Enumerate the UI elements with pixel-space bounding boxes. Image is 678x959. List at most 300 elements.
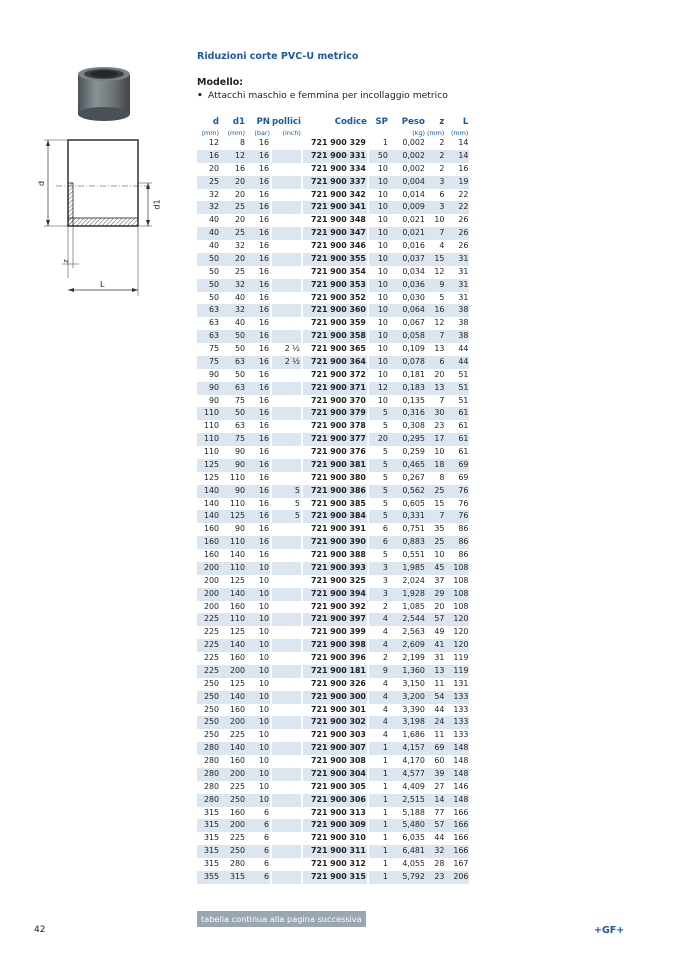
table-cell: 5 (368, 446, 389, 459)
table-cell: 31 (445, 253, 469, 266)
table-row (197, 768, 469, 781)
table-cell: 16 (246, 227, 271, 240)
table-cell: 57 (426, 819, 445, 832)
table-cell: 0,562 (389, 485, 426, 498)
table-cell: 166 (445, 845, 469, 858)
table-cell: 20 (234, 189, 245, 199)
product-table (197, 116, 469, 884)
table-cell: 10 (368, 356, 389, 369)
table-cell: 12 (220, 150, 246, 163)
table-row (197, 755, 469, 768)
table-cell (271, 601, 302, 614)
table-cell: 63 (197, 330, 220, 343)
table-cell: 63 (208, 318, 219, 328)
table-cell: 5 (368, 498, 389, 511)
table-cell: 2,544 (389, 613, 426, 626)
table-cell: 61 (458, 421, 469, 431)
table-cell: 125 (220, 510, 246, 523)
table-cell: 31 (445, 279, 469, 292)
table-cell: 32 (426, 845, 445, 858)
table-cell: 16 (246, 266, 271, 279)
table-cell: 10 (368, 369, 389, 382)
table-cell: 61 (445, 407, 469, 420)
table-cell (271, 395, 302, 408)
table-cell: 0,259 (402, 447, 425, 456)
table-cell: 35 (434, 524, 445, 534)
table-cell: 10 (246, 626, 271, 639)
table-row (197, 446, 469, 459)
table-row (197, 433, 469, 446)
table-cell: 721 900 348 (311, 215, 366, 225)
table-cell: 315 (203, 807, 219, 817)
table-cell: 86 (445, 536, 469, 549)
table-cell: 721 900 386 (302, 485, 368, 498)
table-cell: 31 (458, 266, 469, 276)
bullet-text: Attacchi maschio e femmina per incollaggio metrico (208, 90, 448, 101)
table-cell: 250 (220, 845, 246, 858)
table-row (197, 395, 469, 408)
table-cell: 721 900 307 (302, 742, 368, 755)
table-cell: 721 900 346 (311, 241, 366, 250)
table-cell: 2 (439, 138, 445, 147)
table-cell (271, 369, 302, 382)
table-cell (271, 433, 302, 446)
table-cell: 721 900 399 (311, 627, 366, 637)
table-cell: 7 (439, 395, 445, 405)
table-cell: 0,016 (402, 241, 425, 250)
table-cell: 10 (434, 550, 445, 559)
table-cell: 5,792 (389, 871, 426, 884)
table-cell: 10 (368, 189, 389, 202)
table-cell: 200 (220, 665, 246, 678)
table-cell: 721 900 392 (311, 601, 366, 611)
table-cell: 20 (220, 176, 246, 189)
table-cell: 10 (368, 227, 389, 240)
table-cell: 131 (453, 678, 469, 688)
table-cell: 16 (246, 279, 271, 292)
table-cell: 16 (246, 459, 271, 472)
table-cell: 40 (208, 215, 219, 225)
table-cell: 206 (445, 871, 469, 884)
table-cell: 50 (208, 266, 219, 276)
table-cell: 16 (246, 240, 271, 253)
table-cell: 315 (197, 845, 220, 858)
table-cell: 140 (197, 510, 220, 523)
table-cell: 1 (368, 819, 389, 832)
table-cell: 721 900 302 (302, 716, 368, 729)
drawing-label-d1: d1 (152, 199, 162, 210)
table-cell: 140 (220, 639, 246, 652)
table-row (197, 317, 469, 330)
table-cell: 90 (208, 369, 219, 379)
table-cell: 77 (434, 807, 445, 817)
table-cell: 32 (220, 279, 246, 292)
table-cell: 23 (426, 871, 445, 884)
table-cell: 50 (220, 330, 246, 343)
table-cell: 721 900 305 (311, 781, 366, 791)
table-cell: 721 900 326 (311, 678, 366, 688)
table-cell (271, 163, 302, 176)
table-cell: 0,551 (402, 550, 425, 559)
table-cell: 120 (445, 639, 469, 652)
table-row (197, 150, 469, 163)
table-cell: 86 (458, 550, 469, 559)
table-cell: 5 (439, 292, 445, 302)
table-cell: 225 (229, 833, 245, 843)
table-cell: 13 (426, 665, 445, 678)
table-cell: 2,563 (402, 627, 425, 637)
table-cell: 0,036 (389, 279, 426, 292)
table-cell: 76 (445, 485, 469, 498)
table-cell: 51 (458, 369, 469, 379)
gf-logo: +GF+ (594, 925, 625, 936)
table-cell: 250 (197, 691, 220, 704)
table-cell (271, 330, 302, 343)
table-cell: 110 (229, 498, 245, 508)
table-cell: 0,078 (389, 356, 426, 369)
table-cell: 0,331 (389, 510, 426, 523)
table-cell: 1 (368, 845, 389, 858)
table-cell: 7 (426, 330, 445, 343)
unit-label (302, 128, 368, 137)
col-header: L (462, 117, 469, 127)
table-cell (271, 536, 302, 549)
table-row (197, 214, 469, 227)
table-cell: 315 (197, 819, 220, 832)
table-cell: 721 900 384 (302, 510, 368, 523)
table-cell: 0,058 (389, 330, 426, 343)
table-cell: 49 (434, 627, 445, 637)
product-image (76, 66, 132, 124)
table-cell (271, 768, 302, 781)
table-cell: 4 (368, 704, 389, 717)
table-cell: 32 (234, 241, 245, 250)
table-row (197, 626, 469, 639)
table-cell: 721 900 341 (302, 201, 368, 214)
table-row (197, 729, 469, 742)
table-cell: 90 (208, 395, 219, 405)
table-cell: 250 (220, 794, 246, 807)
table-cell: 61 (445, 433, 469, 446)
table-cell: 6 (246, 845, 271, 858)
table-cell: 250 (197, 716, 220, 729)
table-cell: 54 (426, 691, 445, 704)
table-cell: 16 (246, 176, 271, 189)
table-cell: 200 (220, 768, 246, 781)
table-cell: 6 (246, 858, 271, 871)
table-cell: 133 (453, 704, 469, 714)
table-cell: 10 (246, 678, 271, 691)
table-cell: 8 (239, 138, 245, 147)
table-row (197, 678, 469, 691)
table-cell: 3,200 (389, 691, 426, 704)
table-cell: 40 (197, 227, 220, 240)
table-cell: 24 (426, 716, 445, 729)
table-cell (271, 189, 302, 202)
table-cell: 0,004 (389, 176, 426, 189)
table-row (197, 807, 469, 820)
table-cell: 721 900 377 (302, 433, 368, 446)
table-cell: 148 (445, 794, 469, 807)
table-cell: 0,465 (389, 459, 426, 472)
table-cell: 160 (229, 704, 245, 714)
table-cell (271, 227, 302, 240)
table-cell: 44 (434, 704, 445, 714)
table-cell: 721 900 308 (311, 756, 366, 765)
table-cell: 721 900 301 (311, 704, 366, 714)
continued-note: tabella continua alla pagina successiva (197, 911, 366, 927)
table-cell: 10 (368, 163, 389, 176)
table-cell: 721 900 325 (311, 575, 366, 585)
table-cell: 721 900 394 (302, 588, 368, 601)
table-cell: 120 (445, 613, 469, 626)
table-cell: 315 (220, 871, 246, 884)
table-cell: 1 (368, 755, 389, 768)
table-row (197, 871, 469, 884)
table-cell: 225 (197, 639, 220, 652)
table-cell: 16 (246, 369, 271, 382)
table-cell: 30 (426, 407, 445, 420)
table-cell: 75 (234, 395, 245, 405)
table-row (197, 330, 469, 343)
table-cell: 10 (368, 330, 389, 343)
table-cell: 16 (246, 395, 271, 408)
table-row (197, 845, 469, 858)
table-cell: 4 (368, 639, 389, 652)
table-cell: 225 (229, 781, 245, 791)
table-cell: 16 (246, 343, 271, 356)
table-cell: 26 (458, 241, 469, 250)
table-cell: 250 (203, 730, 219, 740)
table-cell (271, 652, 302, 665)
table-cell: 1 (368, 781, 389, 794)
table-cell: 63 (197, 304, 220, 317)
table-cell: 200 (220, 819, 246, 832)
table-cell: 2 ½ (271, 356, 302, 369)
table-cell: 1 (368, 832, 389, 845)
table-row (197, 420, 469, 433)
table-cell: 721 900 304 (302, 768, 368, 781)
table-cell: 721 900 372 (311, 369, 366, 379)
table-row (197, 343, 469, 356)
table-cell: 0,064 (389, 304, 426, 317)
table-cell: 2,609 (389, 639, 426, 652)
table-cell: 110 (220, 536, 246, 549)
table-cell (271, 562, 302, 575)
modello-bullet (197, 90, 448, 101)
table-row (197, 189, 469, 202)
table-cell (271, 407, 302, 420)
table-cell: 721 900 313 (311, 807, 366, 817)
table-cell: 20 (234, 215, 245, 225)
table-cell: 10 (368, 253, 389, 266)
table-cell: 280 (197, 768, 220, 781)
table-cell: 721 900 396 (311, 653, 366, 662)
table-cell: 0,002 (402, 163, 425, 173)
table-cell: 18 (426, 459, 445, 472)
table-cell: 44 (434, 833, 445, 843)
table-cell (271, 665, 302, 678)
table-cell: 50 (234, 344, 245, 353)
page-number: 42 (34, 925, 46, 935)
unit-label: (mm) (201, 128, 219, 137)
table-cell: 110 (229, 472, 245, 482)
table-cell: 4 (439, 241, 445, 250)
table-cell: 10 (246, 794, 271, 807)
table-cell: 25 (426, 485, 445, 498)
table-cell: 160 (229, 807, 245, 817)
table-cell (271, 317, 302, 330)
table-cell: 10 (246, 639, 271, 652)
table-cell: 16 (246, 137, 271, 150)
table-cell: 38 (445, 330, 469, 343)
table-cell (271, 240, 302, 253)
table-cell: 16 (426, 304, 445, 317)
table-cell: 0,002 (389, 150, 426, 163)
table-row (197, 588, 469, 601)
table-cell: 50 (197, 253, 220, 266)
table-cell: 140 (203, 498, 219, 508)
table-cell: 16 (246, 485, 271, 498)
table-cell: 250 (203, 678, 219, 688)
table-cell: 160 (203, 524, 219, 534)
table-cell: 69 (458, 472, 469, 482)
table-row (197, 691, 469, 704)
table-cell: 148 (453, 756, 469, 765)
table-cell: 6 (246, 871, 271, 884)
table-cell (271, 613, 302, 626)
table-cell: 110 (203, 421, 219, 431)
table-cell: 133 (445, 691, 469, 704)
table-cell: 721 900 376 (311, 447, 366, 456)
table-cell: 10 (246, 755, 271, 768)
table-cell: 3 (368, 588, 389, 601)
table-cell: 5 (368, 549, 389, 562)
table-cell: 12 (368, 382, 389, 395)
bullet-icon: • (197, 90, 203, 101)
table-cell: 10 (368, 317, 389, 330)
table-cell: 721 900 311 (302, 845, 368, 858)
table-row (197, 279, 469, 292)
table-cell: 108 (445, 562, 469, 575)
table-cell: 4 (368, 613, 389, 626)
table-row (197, 665, 469, 678)
table-cell: 32 (220, 304, 246, 317)
table-cell (271, 176, 302, 189)
table-cell: 721 900 388 (311, 550, 366, 559)
table-cell: 721 900 347 (302, 227, 368, 240)
table-cell: 5 (368, 510, 389, 523)
table-cell: 721 900 181 (302, 665, 368, 678)
table-cell: 16 (246, 304, 271, 317)
table-cell: 148 (445, 742, 469, 755)
table-cell: 90 (234, 447, 245, 456)
table-cell: 10 (368, 279, 389, 292)
table-cell: 16 (246, 498, 271, 511)
table-row (197, 485, 469, 498)
table-cell: 6 (439, 189, 445, 199)
table-cell: 4 (368, 691, 389, 704)
table-cell: 26 (445, 227, 469, 240)
unit-label: (kg) (412, 128, 425, 137)
table-cell: 51 (458, 395, 469, 405)
table-cell: 38 (458, 318, 469, 328)
table-row (197, 356, 469, 369)
table-row (197, 523, 469, 536)
drawing-label-z: z (61, 259, 70, 263)
table-cell: 50 (234, 369, 245, 379)
table-cell: 5,480 (389, 819, 426, 832)
table-cell: 0,021 (402, 215, 425, 225)
table-cell: 10 (246, 588, 271, 601)
table-cell: 10 (246, 781, 271, 794)
table-row (197, 266, 469, 279)
table-cell (271, 523, 302, 536)
table-cell (271, 639, 302, 652)
table-cell: 721 900 378 (311, 421, 366, 431)
table-cell: 110 (197, 433, 220, 446)
table-cell: 0,009 (389, 201, 426, 214)
table-cell: 4 (368, 716, 389, 729)
table-cell (271, 832, 302, 845)
table-cell: 146 (453, 781, 469, 791)
table-cell: 721 900 391 (311, 524, 366, 534)
table-cell: 69 (445, 459, 469, 472)
table-cell: 0,883 (389, 536, 426, 549)
table-cell: 16 (246, 317, 271, 330)
table-cell: 721 900 398 (302, 639, 368, 652)
table-row (197, 742, 469, 755)
table-cell: 90 (220, 485, 246, 498)
table-cell: 10 (434, 215, 445, 225)
table-row (197, 498, 469, 511)
table-cell: 16 (246, 214, 271, 227)
table-cell: 10 (246, 716, 271, 729)
table-cell: 45 (426, 562, 445, 575)
table-cell: 10 (368, 176, 389, 189)
table-cell: 10 (246, 562, 271, 575)
table-cell: 133 (445, 716, 469, 729)
table-cell: 2,024 (402, 575, 425, 585)
table-cell: 4,409 (402, 781, 425, 791)
table-cell: 2 (368, 652, 389, 665)
table-cell: 16 (246, 523, 271, 536)
table-cell: 16 (246, 150, 271, 163)
table-row (197, 652, 469, 665)
table-cell: 225 (229, 730, 245, 740)
table-cell: 12 (208, 138, 219, 147)
table-cell: 108 (445, 588, 469, 601)
table-cell: 20 (368, 433, 389, 446)
table-cell: 721 900 300 (302, 691, 368, 704)
table-row (197, 819, 469, 832)
table-cell (271, 279, 302, 292)
table-cell: 32 (208, 189, 219, 199)
table-cell: 16 (246, 292, 271, 305)
table-cell: 3,198 (389, 716, 426, 729)
table-cell: 110 (203, 447, 219, 456)
table-cell: 26 (458, 215, 469, 225)
table-cell: 20 (434, 601, 445, 611)
table-cell: 140 (229, 550, 245, 559)
table-cell: 2,199 (402, 653, 425, 662)
table-cell (271, 549, 302, 562)
table-row (197, 536, 469, 549)
table-row (197, 832, 469, 845)
table-cell: 6,481 (389, 845, 426, 858)
table-row (197, 472, 469, 485)
table-cell: 17 (426, 433, 445, 446)
